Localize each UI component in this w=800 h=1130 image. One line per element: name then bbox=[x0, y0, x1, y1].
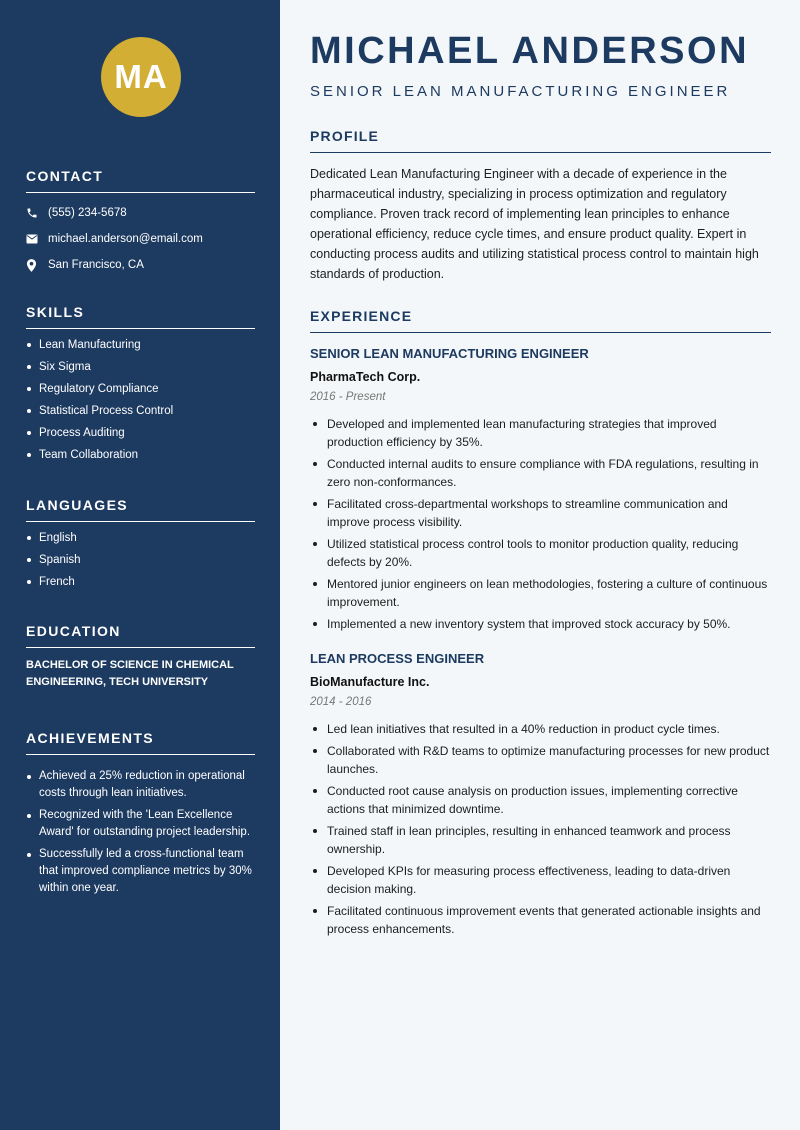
contact-heading: CONTACT bbox=[26, 168, 255, 193]
job-bullet: Implemented a new inventory system that improved stock accuracy by 50%. bbox=[310, 615, 771, 633]
avatar: MA bbox=[101, 37, 181, 117]
job-company: PharmaTech Corp. bbox=[310, 370, 421, 384]
skills-section bbox=[26, 304, 255, 470]
job-bullet: Facilitated cross-departmental workshops to streamline communication and improve process visibility. bbox=[310, 495, 771, 531]
achievements-list bbox=[26, 768, 255, 897]
job-bullet: Facilitated continuous improvement events that generated actionable insights and process enhancements. bbox=[310, 902, 771, 938]
language-item: English bbox=[26, 531, 255, 545]
skill-item: Lean Manufacturing bbox=[26, 338, 255, 352]
skills-heading: SKILLS bbox=[26, 304, 255, 329]
job-bullet: Developed and implemented lean manufacturing strategies that improved production efficiency by 35%. bbox=[310, 415, 771, 451]
achievement-item: Achieved a 25% reduction in operational costs through lean initiatives. bbox=[26, 768, 255, 802]
job-bullet: Trained staff in lean principles, resulting in enhanced teamwork and process ownership. bbox=[310, 822, 771, 858]
language-item: French bbox=[26, 575, 255, 589]
profile-text: Dedicated Lean Manufacturing Engineer with a decade of experience in the pharmaceutical industry, specializing in process optimization and regulatory compliance. Proven track record of implementing lean principles to enhance operational efficiency, reduce cycle times, and ensure product quality. Expert in conducting process audits and utilizing statistical process control to maintain high standards of production. bbox=[310, 167, 759, 281]
job-bullet: Developed KPIs for measuring process effectiveness, leading to data-driven decision making. bbox=[310, 862, 771, 898]
candidate-title: SENIOR LEAN MANUFACTURING ENGINEER bbox=[310, 83, 731, 100]
location-text: San Francisco, CA bbox=[48, 259, 144, 271]
sidebar bbox=[0, 0, 280, 1130]
job-bullet: Conducted internal audits to ensure compliance with FDA regulations, resulting in zero non-conformances. bbox=[310, 455, 771, 491]
achievement-item: Successfully led a cross-functional team that improved compliance metrics by 30% within one year. bbox=[26, 846, 255, 897]
experience-job bbox=[310, 651, 771, 942]
contact-phone[interactable] bbox=[26, 200, 255, 226]
skill-item: Team Collaboration bbox=[26, 448, 255, 462]
job-role: SENIOR LEAN MANUFACTURING ENGINEER bbox=[310, 346, 589, 361]
phone-text: (555) 234-5678 bbox=[48, 207, 127, 219]
skill-item: Six Sigma bbox=[26, 360, 255, 374]
contact-section bbox=[26, 168, 255, 278]
experience-heading: EXPERIENCE bbox=[310, 308, 771, 333]
skills-list bbox=[26, 338, 255, 462]
job-bullet: Utilized statistical process control tools to monitor production quality, reducing defects by 20%. bbox=[310, 535, 771, 571]
phone-icon bbox=[26, 207, 48, 219]
job-bullet: Mentored junior engineers on lean methodologies, fostering a culture of continuous improvement. bbox=[310, 575, 771, 611]
job-bullets bbox=[310, 720, 771, 938]
location-pin-icon bbox=[26, 259, 48, 272]
languages-section bbox=[26, 497, 255, 597]
skill-item: Regulatory Compliance bbox=[26, 382, 255, 396]
languages-list bbox=[26, 531, 255, 589]
job-company: BioManufacture Inc. bbox=[310, 675, 430, 689]
job-bullet: Collaborated with R&D teams to optimize manufacturing processes for new product launches. bbox=[310, 742, 771, 778]
job-bullet: Led lean initiatives that resulted in a 40% reduction in product cycle times. bbox=[310, 720, 771, 738]
job-role: LEAN PROCESS ENGINEER bbox=[310, 651, 485, 666]
language-item: Spanish bbox=[26, 553, 255, 567]
contact-location bbox=[26, 252, 255, 278]
education-heading: EDUCATION bbox=[26, 623, 255, 648]
achievements-heading: ACHIEVEMENTS bbox=[26, 730, 255, 755]
job-dates: 2016 - Present bbox=[310, 391, 386, 403]
achievements-section bbox=[26, 730, 255, 902]
email-text: michael.anderson@email.com bbox=[48, 233, 203, 245]
skill-item: Process Auditing bbox=[26, 426, 255, 440]
job-dates: 2014 - 2016 bbox=[310, 696, 372, 708]
contact-email[interactable] bbox=[26, 226, 255, 252]
job-bullets bbox=[310, 415, 771, 633]
profile-heading: PROFILE bbox=[310, 128, 771, 153]
achievement-item: Recognized with the 'Lean Excellence Award' for outstanding project leadership. bbox=[26, 807, 255, 841]
languages-heading: LANGUAGES bbox=[26, 497, 255, 522]
education-degree: BACHELOR OF SCIENCE IN CHEMICAL ENGINEERING, TECH UNIVERSITY bbox=[26, 659, 234, 688]
skill-item: Statistical Process Control bbox=[26, 404, 255, 418]
education-section bbox=[26, 623, 255, 691]
candidate-name: MICHAEL ANDERSON bbox=[310, 30, 750, 72]
job-bullet: Conducted root cause analysis on production issues, implementing corrective actions that minimized downtime. bbox=[310, 782, 771, 818]
experience-job bbox=[310, 346, 771, 637]
email-icon bbox=[26, 234, 48, 244]
